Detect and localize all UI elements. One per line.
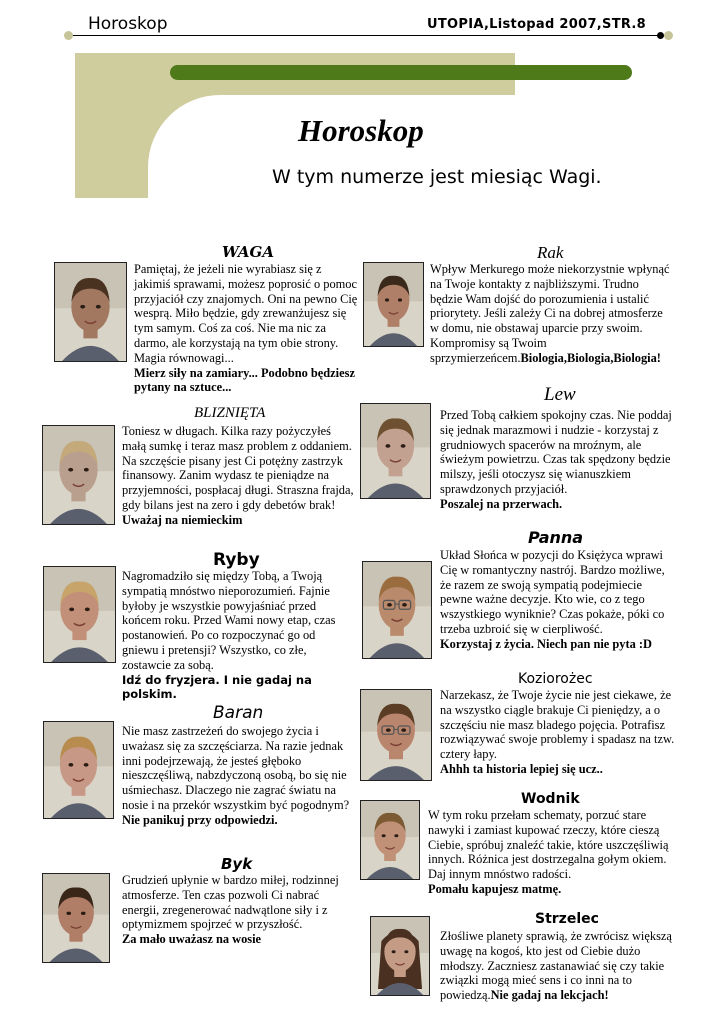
- photo-koziorozec: [360, 689, 432, 781]
- sign-title-lew: Lew: [544, 384, 576, 405]
- sign-title-koziorozec: Koziorożec: [518, 671, 593, 687]
- horoscope-lew: [440, 408, 680, 512]
- header-issue-label: UTOPIA,Listopad 2007,STR.8: [427, 17, 646, 32]
- horoscope-advice-ryby: Idź do fryzjera. I nie gadaj na polskim.: [122, 672, 312, 702]
- horoscope-koziorozec: [440, 688, 676, 777]
- sign-title-bliznieta: BLIZNIĘTA: [194, 405, 266, 421]
- horoscope-text-lew: Przed Tobą całkiem spokojny czas. Nie poddaj się jednak marazmowi i nudzie - korzystaj z grudniowych spacerów na mroźnym, ale świeżym powietrzu. Czas tak spędzony będzie milszy, jeśli otoczysz się wianuszkiem sprawdzonych przyjaciół.: [440, 408, 672, 496]
- horoscope-text-ryby: Nagromadziło się między Tobą, a Twoją sympatią mnóstwo nieporozumień. Fajnie byłoby je wszystkie powyjaśniać przed końcem roku. Przed Wami nowy etap, czas postanowień. Po co rozpoczynać go od gniewu i pretensji? Wszystko, co złe, zostawcie za sobą.: [122, 569, 336, 672]
- photo-byk: [42, 873, 110, 963]
- horoscope-advice-bliznieta: Uważaj na niemieckim: [122, 512, 243, 527]
- horoscope-advice-waga: Mierz siły na zamiary... Podobno będziesz pytany na sztuce...: [134, 365, 355, 395]
- sign-title-rak: Rak: [537, 243, 564, 262]
- horoscope-text-koziorozec: Narzekasz, że Twoje życie nie jest ciekawe, że na wszystko ciągle brakuje Ci pieniędzy, a o szczęściu nie masz bladego pojęcia. Potrafisz rozwiązywać swoje problemy i spadasz na tzw. cztery łapy.: [440, 688, 675, 762]
- photo-lew: [360, 403, 431, 499]
- horoscope-advice-lew: Poszalej na przerwach.: [440, 496, 563, 511]
- horoscope-advice-baran: Nie panikuj przy odpowiedzi.: [122, 812, 278, 827]
- horoscope-text-waga: Pamiętaj, że jeżeli nie wyrabiasz się z jakimiś sprawami, możesz poprosić o pomoc przyjaciół czy znajomych. Oni na pewno Cię wesprą. Miło będzie, gdy zrewanżujesz się tym samym. Coś za coś. Nie ma nic za darmo, ale korzystają na tym obie strony. Magia równowagi...: [134, 262, 358, 365]
- horoscope-baran: [122, 724, 356, 828]
- horoscope-advice-strzelec: Nie gadaj na lekcjach!: [490, 988, 609, 1003]
- horoscope-panna: [440, 548, 676, 652]
- horoscope-text-rak: Wpływ Merkurego może niekorzystnie wpłynąć na Twoje kontakty z najbliższymi. Trudno będzie Wam dojść do porozumienia i ustalić priorytety. Jeśli zależy Ci na dobrej atmosferze w domu, nie obstawaj uparcie przy swoim. Kompromisy są Twoim sprzymierzeńcem.: [430, 262, 670, 365]
- header-dot-right: [664, 31, 673, 40]
- horoscope-advice-byk: Za mało uważasz na wosie: [122, 932, 262, 947]
- sign-title-ryby: Ryby: [213, 550, 260, 570]
- photo-strzelec: [370, 916, 430, 996]
- horoscope-text-baran: Nie masz zastrzeżeń do swojego życia i uważasz się za szczęściarza. Na razie jednak inni podejrzewają, że jesteś głęboko nieszczęśliwą, nabzdyczoną osobą, bo się nie uśmiechasz. Dlaczego nie zagrać światu na nosie i na przekór wszystkim być pogodnym?: [122, 724, 350, 812]
- horoscope-waga: [134, 262, 360, 395]
- header-dot-right-inner: [657, 32, 664, 39]
- sign-title-panna: Panna: [528, 528, 584, 547]
- horoscope-text-panna: Układ Słońca w pozycji do Księżyca wprawi Cię w romantyczny nastrój. Bardzo możliwe, że razem ze swoją sympatią podejmiecie pewne ważne decyzje. Kto wie, co z tego wszystkiego wyniknie? Czas pokaże, póki co trzeba uzbroić się w cierpliwość.: [440, 548, 665, 636]
- horoscope-bliznieta: [122, 424, 354, 528]
- horoscope-rak: [430, 262, 674, 366]
- horoscope-text-strzelec: Złośliwe planety sprawią, że zwrócisz większą uwagę na kogoś, kto jest od Ciebie dużo młodszy. Zaczniesz zastanawiać się czy takie związki mogą mieć sens i co inni na to powiedzą.: [440, 929, 672, 1003]
- horoscope-advice-panna: Korzystaj z życia. Niech pan nie pyta :D: [440, 636, 652, 651]
- photo-waga: [54, 262, 127, 362]
- page-title: Horoskop: [298, 113, 424, 148]
- horoscope-advice-rak: Biologia,Biologia,Biologia!: [520, 350, 661, 365]
- sign-title-wodnik: Wodnik: [521, 791, 580, 807]
- photo-wodnik: [360, 800, 420, 880]
- photo-rak: [363, 262, 424, 347]
- photo-bliznieta: [42, 425, 115, 525]
- header-section-label: Horoskop: [88, 14, 168, 34]
- header-rule: [70, 35, 666, 36]
- horoscope-ryby: [122, 569, 354, 702]
- horoscope-byk: [122, 873, 356, 947]
- horoscope-advice-wodnik: Pomału kapujesz matmę.: [428, 881, 562, 896]
- photo-panna: [362, 561, 432, 659]
- sign-title-waga: WAGA: [222, 243, 274, 261]
- horoscope-text-byk: Grudzień upłynie w bardzo miłej, rodzinnej atmosferze. Ten czas pozwoli Ci nabrać energii, zregenerować nadwątlone siły i z optymizmem spojrzeć w przyszłość.: [122, 873, 339, 932]
- photo-ryby: [43, 566, 116, 663]
- horoscope-advice-koziorozec: Ahhh ta historia lepiej się ucz..: [440, 761, 603, 776]
- page-subtitle: W tym numerze jest miesiąc Wagi.: [272, 166, 602, 188]
- sign-title-byk: Byk: [221, 855, 253, 873]
- sign-title-strzelec: Strzelec: [535, 911, 599, 927]
- horoscope-strzelec: [440, 929, 680, 1003]
- horoscope-wodnik: [428, 808, 676, 897]
- sign-title-baran: Baran: [213, 703, 264, 723]
- horoscope-text-bliznieta: Toniesz w długach. Kilka razy pożyczyłeś małą sumkę i teraz masz problem z oddaniem. Na szczęście pisany jest Ci potężny zastrzyk finansowy. Zanim wydasz te pieniądze na przyjemności, pospłacaj długi. Straszna frajda, gdy bilans jest na zero i gdy debetów brak!: [122, 424, 354, 512]
- horoscope-text-wodnik: W tym roku przełam schematy, porzuć stare nawyki i zamiast kupować rzeczy, które cieszą Ciebie, spróbuj znaleźć takie, które uszczęśliwią innych. Różnica jest dostrzegalna gołym okiem. Daj innym mnóstwo radości.: [428, 808, 669, 882]
- banner-bar: [170, 65, 632, 80]
- header-dot-left: [64, 31, 73, 40]
- photo-baran: [43, 721, 114, 819]
